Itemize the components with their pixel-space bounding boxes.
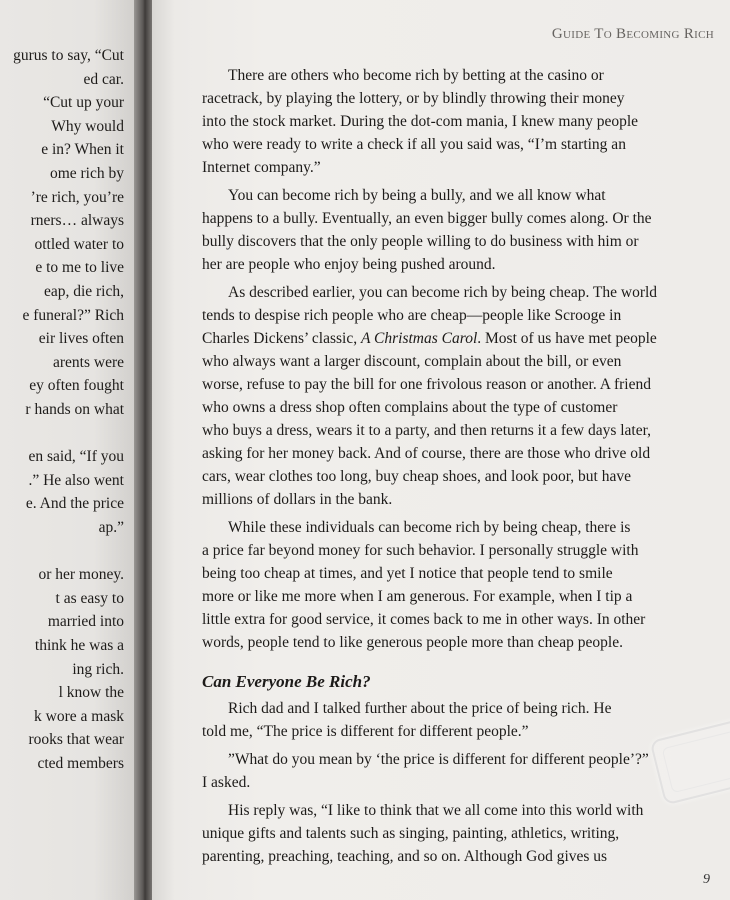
left-page-line: rooks that wear: [28, 731, 124, 749]
left-page-line: t as easy to: [55, 589, 124, 607]
text-line: who buys a dress, wears it to a party, and then returns it a few days later,: [202, 422, 652, 439]
left-page-line: Why would: [51, 117, 124, 135]
text-line: who owns a dress shop often complains about the type of customer: [202, 399, 618, 416]
left-page-line: .” He also went: [28, 471, 124, 489]
text-line: being too cheap at times, and yet I notice that people tend to smile: [202, 565, 613, 582]
left-page-line: arents were: [53, 353, 124, 371]
left-page-line: en said, “If you: [28, 448, 124, 466]
paragraph: [202, 64, 712, 179]
paragraph: [202, 184, 712, 276]
text-line: worse, refuse to pay the bill for one frivolous reason or another. A friend: [202, 376, 651, 393]
text-line: unique gifts and talents such as singing, painting, athletics, writing,: [202, 825, 620, 842]
body-text: [202, 64, 712, 868]
text-line: who always want a larger discount, complain about the bill, or even: [202, 353, 622, 370]
text-line: told me, “The price is different for different people.”: [202, 723, 529, 740]
paragraph: [202, 799, 712, 868]
text-line: a price far beyond money for such behavior. I personally struggle with: [202, 542, 639, 559]
left-page-line: e funeral?” Rich: [22, 306, 124, 324]
left-page-line: e in? When it: [41, 141, 124, 159]
text-line: There are others who become rich by betting at the casino or: [228, 67, 604, 84]
left-page-line: gurus to say, “Cut: [13, 47, 124, 64]
left-page-line: married into: [47, 613, 124, 631]
running-head: Guide To Becoming Rich: [551, 26, 714, 42]
paragraphs-after-heading: [202, 697, 712, 868]
text-line: His reply was, “I like to think that we all come into this world with: [228, 802, 644, 819]
text-line: As described earlier, you can become rich by being cheap. The world: [228, 284, 658, 301]
text-line: parenting, preaching, teaching, and so on. Although God gives us: [202, 848, 608, 865]
section-heading: Can Everyone Be Rich?: [202, 672, 371, 691]
left-page-line: cted members: [37, 755, 124, 772]
left-page-line: or her money.: [38, 566, 124, 584]
page-number: 9: [703, 872, 710, 887]
text-line: While these individuals can become rich by being cheap, there is: [228, 519, 631, 536]
left-page-line: ey often fought: [29, 377, 124, 395]
text-line: cars, wear clothes too long, buy cheap shoes, and look poor, but have: [202, 468, 631, 485]
text-line: who were ready to write a check if all you said was, “I’m starting an: [202, 136, 626, 153]
left-page-line: l know the: [58, 684, 124, 702]
text-line: asking for her money back. And of course, there are those who drive old: [202, 445, 651, 462]
text-line: little extra for good service, it comes back to me in other ways. In other: [202, 611, 646, 628]
left-page-line: eap, die rich,: [43, 283, 124, 300]
left-page-line: ing rich.: [72, 660, 124, 678]
paragraph: [202, 516, 712, 654]
text-line: Rich dad and I talked further about the price of being rich. He: [228, 700, 612, 717]
text-line: into the stock market. During the dot-com mania, I knew many people: [202, 113, 639, 130]
text-line: I asked.: [202, 774, 251, 791]
left-page-line: ottled water to: [34, 235, 124, 253]
text-line: ”What do you mean by ‘the price is different for different people’?”: [228, 751, 649, 768]
book-gutter: [134, 0, 154, 900]
left-page-line: r hands on what: [25, 401, 124, 418]
text-line: more or like me more when I am generous. For example, when I tip a: [202, 588, 633, 605]
text-line: You can become rich by being a bully, and we all know what: [228, 187, 606, 204]
paragraph: [202, 281, 712, 511]
left-page-line: ed car.: [83, 70, 124, 88]
text-line: happens to a bully. Eventually, an even bigger bully comes along. Or the: [202, 210, 652, 227]
left-page: [0, 0, 134, 900]
left-page-line: rners… always: [30, 212, 124, 230]
left-page-line: ap.”: [98, 519, 124, 536]
left-page-line: eir lives often: [38, 330, 124, 348]
left-page-line: k wore a mask: [34, 707, 124, 725]
left-page-line: ome rich by: [49, 165, 124, 182]
text-line: Internet company.”: [202, 159, 321, 176]
right-page: [152, 0, 730, 900]
text-line: Charles Dickens’ classic, A Christmas Carol. Most of us have met people: [202, 330, 657, 347]
text-line: words, people tend to like generous people more than cheap people.: [202, 634, 623, 651]
book-title: A Christmas Carol: [360, 330, 478, 347]
left-page-line: e to me to live: [35, 259, 124, 277]
paragraph: [202, 697, 712, 743]
left-page-line: “Cut up your: [43, 94, 124, 112]
left-page-line: e. And the price: [25, 495, 124, 513]
paragraph: [202, 748, 712, 794]
left-page-line: think he was a: [34, 637, 124, 654]
text-line: bully discovers that the only people willing to do business with him or: [202, 233, 639, 250]
paragraphs-before-heading: [202, 64, 712, 654]
text-line: her are people who enjoy being pushed around.: [202, 256, 496, 273]
text-line: racetrack, by playing the lottery, or by blindly throwing their money: [202, 90, 625, 107]
text-line: millions of dollars in the bank.: [202, 491, 393, 508]
left-page-line: ’re rich, you’re: [30, 188, 124, 206]
text-line: tends to despise rich people who are cheap—people like Scrooge in: [202, 307, 622, 324]
